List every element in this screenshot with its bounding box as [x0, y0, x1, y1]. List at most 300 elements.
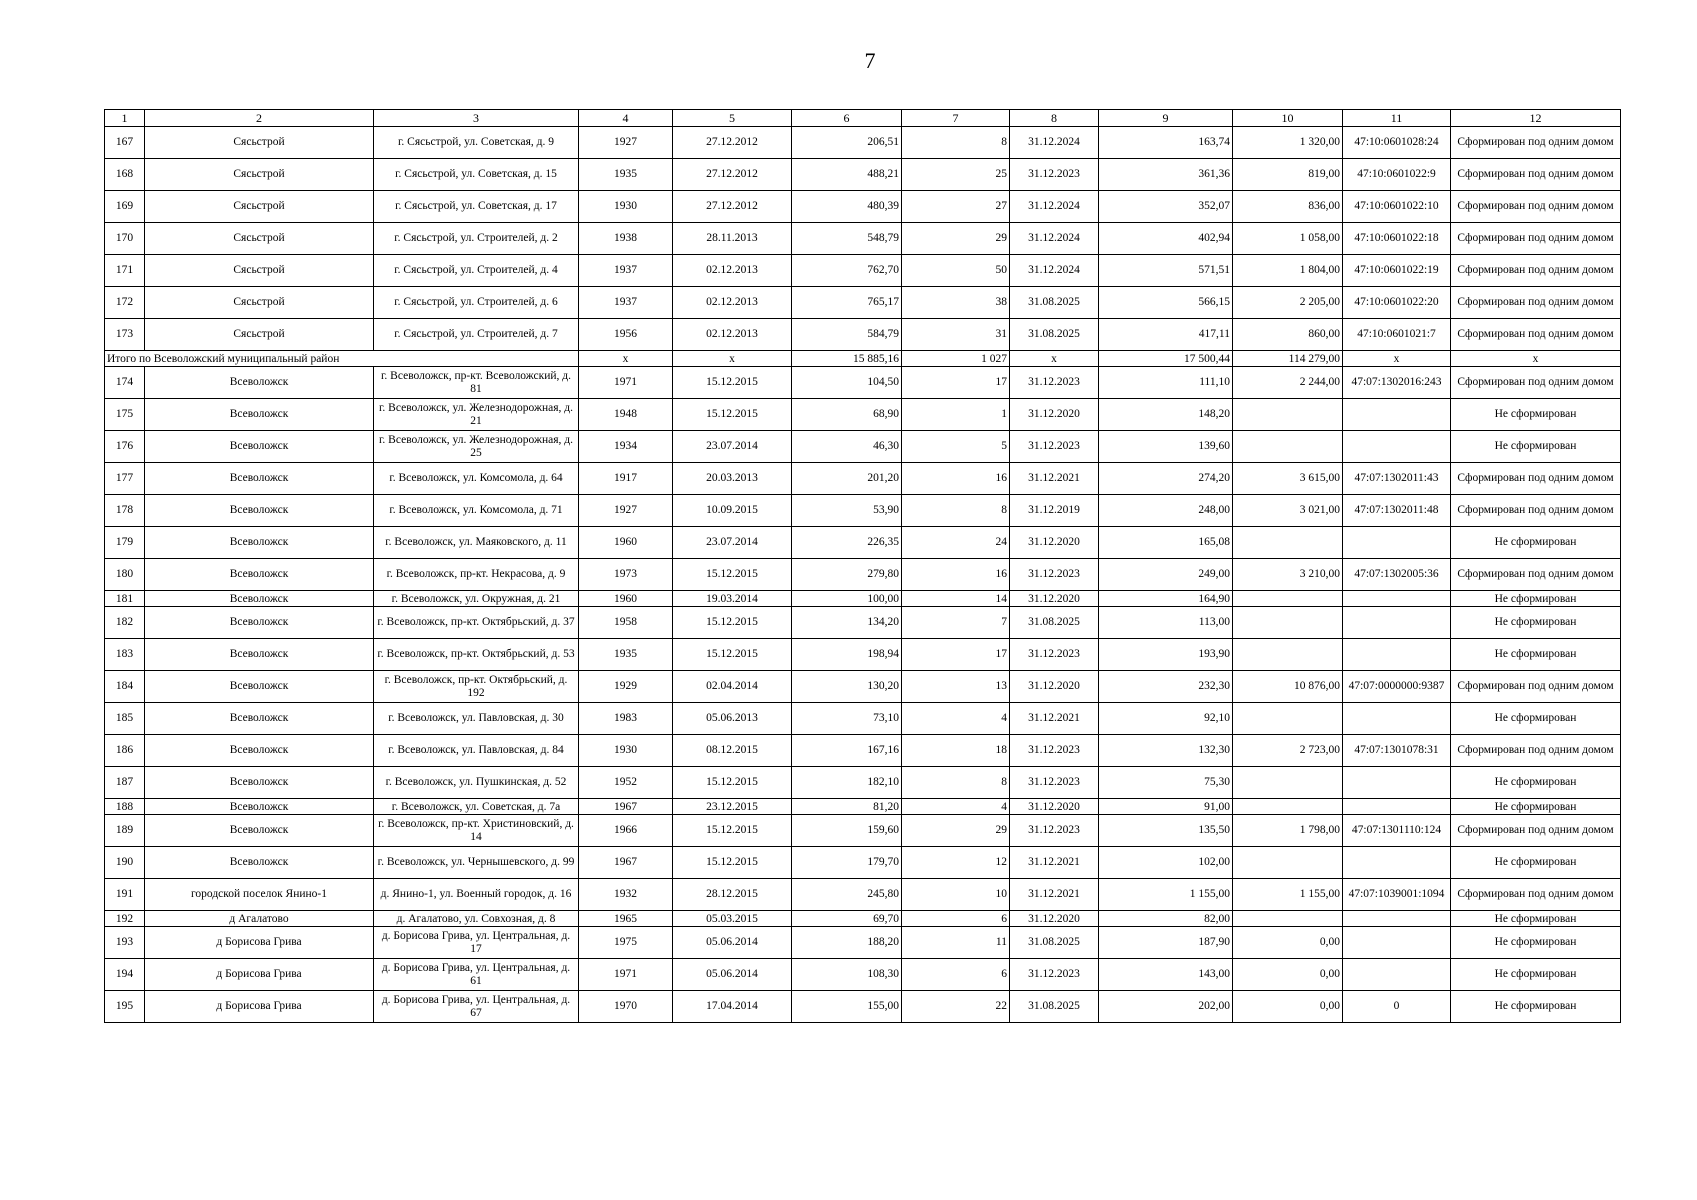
year-cell: 1935 [579, 639, 673, 671]
address-cell: г. Всеволожск, ул. Окружная, д. 21 [374, 591, 579, 607]
area2-cell: 143,00 [1099, 959, 1233, 991]
residents-cell: 29 [902, 223, 1010, 255]
residents-cell: 8 [902, 495, 1010, 527]
date-cell: 23.07.2014 [673, 431, 792, 463]
status-cell: Сформирован под одним домом [1451, 319, 1621, 351]
status-cell: Не сформирован [1451, 431, 1621, 463]
row-number: 181 [105, 591, 145, 607]
total-area: 15 885,16 [792, 351, 902, 367]
land-area-cell: 860,00 [1233, 319, 1343, 351]
deadline-cell: 31.08.2025 [1010, 927, 1099, 959]
residents-cell: 38 [902, 287, 1010, 319]
settlement-cell: д Борисова Грива [145, 927, 374, 959]
table-row [105, 399, 1621, 431]
year-cell: 1967 [579, 847, 673, 879]
settlement-cell: д Агалатово [145, 911, 374, 927]
address-cell: г. Сясьстрой, ул. Строителей, д. 6 [374, 287, 579, 319]
area-cell: 130,20 [792, 671, 902, 703]
area2-cell: 193,90 [1099, 639, 1233, 671]
status-cell: Не сформирован [1451, 527, 1621, 559]
residents-cell: 29 [902, 815, 1010, 847]
table-row [105, 127, 1621, 159]
cadastral-number-cell [1343, 527, 1451, 559]
deadline-cell: 31.12.2024 [1010, 255, 1099, 287]
settlement-cell: Сясьстрой [145, 191, 374, 223]
area2-cell: 1 155,00 [1099, 879, 1233, 911]
area-cell: 53,90 [792, 495, 902, 527]
area2-cell: 139,60 [1099, 431, 1233, 463]
table-body-sясьстрой [105, 127, 1621, 351]
land-area-cell: 3 210,00 [1233, 559, 1343, 591]
year-cell: 1975 [579, 927, 673, 959]
cadastral-number-cell: 47:10:0601022:20 [1343, 287, 1451, 319]
year-cell: 1932 [579, 879, 673, 911]
land-area-cell [1233, 527, 1343, 559]
year-cell: 1960 [579, 591, 673, 607]
date-cell: 02.04.2014 [673, 671, 792, 703]
address-cell: г. Всеволожск, ул. Павловская, д. 84 [374, 735, 579, 767]
deadline-cell: 31.12.2021 [1010, 703, 1099, 735]
area2-cell: 135,50 [1099, 815, 1233, 847]
land-area-cell: 1 798,00 [1233, 815, 1343, 847]
deadline-cell: 31.12.2021 [1010, 879, 1099, 911]
date-cell: 10.09.2015 [673, 495, 792, 527]
status-cell: Не сформирован [1451, 639, 1621, 671]
residents-cell: 50 [902, 255, 1010, 287]
area2-cell: 163,74 [1099, 127, 1233, 159]
address-cell: г. Сясьстрой, ул. Советская, д. 9 [374, 127, 579, 159]
row-number: 176 [105, 431, 145, 463]
status-cell: Не сформирован [1451, 399, 1621, 431]
residents-cell: 31 [902, 319, 1010, 351]
status-cell: Не сформирован [1451, 911, 1621, 927]
settlement-cell: Всеволожск [145, 815, 374, 847]
area-cell: 155,00 [792, 991, 902, 1023]
column-header: 1 [105, 110, 145, 127]
status-cell: Не сформирован [1451, 591, 1621, 607]
row-number: 183 [105, 639, 145, 671]
year-cell: 1937 [579, 287, 673, 319]
residents-cell: 22 [902, 991, 1010, 1023]
land-area-cell: 0,00 [1233, 959, 1343, 991]
residents-cell: 27 [902, 191, 1010, 223]
area2-cell: 361,36 [1099, 159, 1233, 191]
deadline-cell: 31.12.2020 [1010, 399, 1099, 431]
address-cell: г. Всеволожск, пр-кт. Всеволожский, д. 81 [374, 367, 579, 399]
date-cell: 19.03.2014 [673, 591, 792, 607]
date-cell: 27.12.2012 [673, 191, 792, 223]
date-cell: 15.12.2015 [673, 559, 792, 591]
date-cell: 05.06.2013 [673, 703, 792, 735]
settlement-cell: д Борисова Грива [145, 991, 374, 1023]
settlement-cell: Всеволожск [145, 671, 374, 703]
residents-cell: 25 [902, 159, 1010, 191]
column-header: 6 [792, 110, 902, 127]
residents-cell: 24 [902, 527, 1010, 559]
address-cell: г. Всеволожск, пр-кт. Октябрьский, д. 53 [374, 639, 579, 671]
row-number: 194 [105, 959, 145, 991]
year-cell: 1952 [579, 767, 673, 799]
date-cell: 05.03.2015 [673, 911, 792, 927]
address-cell: г. Всеволожск, ул. Комсомола, д. 71 [374, 495, 579, 527]
deadline-cell: 31.12.2023 [1010, 735, 1099, 767]
address-cell: г. Всеволожск, ул. Железнодорожная, д. 21 [374, 399, 579, 431]
settlement-cell: Всеволожск [145, 767, 374, 799]
land-area-cell: 2 244,00 [1233, 367, 1343, 399]
settlement-cell: Всеволожск [145, 527, 374, 559]
total-cadastral: x [1343, 351, 1451, 367]
address-cell: г. Сясьстрой, ул. Советская, д. 15 [374, 159, 579, 191]
row-number: 178 [105, 495, 145, 527]
area2-cell: 164,90 [1099, 591, 1233, 607]
status-cell: Сформирован под одним домом [1451, 735, 1621, 767]
status-cell: Не сформирован [1451, 703, 1621, 735]
land-area-cell [1233, 767, 1343, 799]
year-cell: 1971 [579, 959, 673, 991]
land-area-cell: 1 058,00 [1233, 223, 1343, 255]
date-cell: 15.12.2015 [673, 847, 792, 879]
area2-cell: 571,51 [1099, 255, 1233, 287]
land-area-cell: 3 615,00 [1233, 463, 1343, 495]
status-cell: Не сформирован [1451, 767, 1621, 799]
table-row [105, 191, 1621, 223]
area2-cell: 566,15 [1099, 287, 1233, 319]
deadline-cell: 31.12.2023 [1010, 767, 1099, 799]
area2-cell: 111,10 [1099, 367, 1233, 399]
date-cell: 08.12.2015 [673, 735, 792, 767]
land-area-cell: 1 320,00 [1233, 127, 1343, 159]
residents-cell: 4 [902, 703, 1010, 735]
status-cell: Сформирован под одним домом [1451, 367, 1621, 399]
table-row [105, 591, 1621, 607]
area-cell: 68,90 [792, 399, 902, 431]
row-number: 167 [105, 127, 145, 159]
table-row [105, 671, 1621, 703]
year-cell: 1971 [579, 367, 673, 399]
table-header [105, 110, 1621, 127]
residents-cell: 6 [902, 959, 1010, 991]
total-section [105, 351, 1621, 367]
deadline-cell: 31.12.2023 [1010, 639, 1099, 671]
year-cell: 1970 [579, 991, 673, 1023]
year-cell: 1935 [579, 159, 673, 191]
settlement-cell: городской поселок Янино-1 [145, 879, 374, 911]
residents-cell: 5 [902, 431, 1010, 463]
date-cell: 15.12.2015 [673, 607, 792, 639]
settlement-cell: Всеволожск [145, 463, 374, 495]
deadline-cell: 31.12.2021 [1010, 847, 1099, 879]
residents-cell: 1 [902, 399, 1010, 431]
row-number: 195 [105, 991, 145, 1023]
date-cell: 15.12.2015 [673, 399, 792, 431]
status-cell: Не сформирован [1451, 847, 1621, 879]
settlement-cell: Всеволожск [145, 367, 374, 399]
table-row [105, 703, 1621, 735]
address-cell: д. Борисова Грива, ул. Центральная, д. 67 [374, 991, 579, 1023]
area-cell: 279,80 [792, 559, 902, 591]
address-cell: г. Всеволожск, пр-кт. Некрасова, д. 9 [374, 559, 579, 591]
residents-cell: 8 [902, 127, 1010, 159]
settlement-cell: Сясьстрой [145, 255, 374, 287]
land-area-cell [1233, 847, 1343, 879]
column-header: 7 [902, 110, 1010, 127]
row-number: 189 [105, 815, 145, 847]
row-number: 185 [105, 703, 145, 735]
date-cell: 23.12.2015 [673, 799, 792, 815]
housing-registry-table [104, 109, 1621, 1023]
area2-cell: 91,00 [1099, 799, 1233, 815]
settlement-cell: Сясьстрой [145, 159, 374, 191]
status-cell: Сформирован под одним домом [1451, 879, 1621, 911]
deadline-cell: 31.12.2023 [1010, 367, 1099, 399]
address-cell: г. Всеволожск, ул. Железнодорожная, д. 25 [374, 431, 579, 463]
cadastral-number-cell: 47:07:1301110:124 [1343, 815, 1451, 847]
table-row [105, 959, 1621, 991]
table-row [105, 735, 1621, 767]
total-status: x [1451, 351, 1621, 367]
deadline-cell: 31.12.2023 [1010, 559, 1099, 591]
row-number: 188 [105, 799, 145, 815]
date-cell: 17.04.2014 [673, 991, 792, 1023]
row-number: 174 [105, 367, 145, 399]
area2-cell: 352,07 [1099, 191, 1233, 223]
table-row [105, 431, 1621, 463]
area2-cell: 102,00 [1099, 847, 1233, 879]
settlement-cell: Сясьстрой [145, 127, 374, 159]
area2-cell: 202,00 [1099, 991, 1233, 1023]
area-cell: 584,79 [792, 319, 902, 351]
land-area-cell: 1 804,00 [1233, 255, 1343, 287]
year-cell: 1929 [579, 671, 673, 703]
land-area-cell: 819,00 [1233, 159, 1343, 191]
cadastral-number-cell [1343, 399, 1451, 431]
status-cell: Не сформирован [1451, 607, 1621, 639]
land-area-cell: 3 021,00 [1233, 495, 1343, 527]
settlement-cell: Всеволожск [145, 703, 374, 735]
cadastral-number-cell: 47:10:0601022:19 [1343, 255, 1451, 287]
year-cell: 1983 [579, 703, 673, 735]
cadastral-number-cell: 47:07:0000000:9387 [1343, 671, 1451, 703]
land-area-cell [1233, 591, 1343, 607]
date-cell: 15.12.2015 [673, 767, 792, 799]
settlement-cell: Сясьстрой [145, 223, 374, 255]
table-row [105, 847, 1621, 879]
row-number: 193 [105, 927, 145, 959]
row-number: 173 [105, 319, 145, 351]
settlement-cell: Всеволожск [145, 639, 374, 671]
deadline-cell: 31.12.2024 [1010, 191, 1099, 223]
table-row [105, 255, 1621, 287]
cadastral-number-cell [1343, 591, 1451, 607]
settlement-cell: Всеволожск [145, 847, 374, 879]
cadastral-number-cell [1343, 847, 1451, 879]
table-row [105, 319, 1621, 351]
residents-cell: 18 [902, 735, 1010, 767]
cadastral-number-cell: 47:07:1302005:36 [1343, 559, 1451, 591]
cadastral-number-cell: 0 [1343, 991, 1451, 1023]
table-row [105, 927, 1621, 959]
address-cell: г. Всеволожск, пр-кт. Христиновский, д. 14 [374, 815, 579, 847]
area2-cell: 113,00 [1099, 607, 1233, 639]
cadastral-number-cell [1343, 431, 1451, 463]
column-header: 11 [1343, 110, 1451, 127]
land-area-cell [1233, 607, 1343, 639]
total-residents: 1 027 [902, 351, 1010, 367]
area-cell: 159,60 [792, 815, 902, 847]
residents-cell: 7 [902, 607, 1010, 639]
address-cell: г. Всеволожск, ул. Пушкинская, д. 52 [374, 767, 579, 799]
total-row [105, 351, 1621, 367]
status-cell: Сформирован под одним домом [1451, 287, 1621, 319]
area-cell: 198,94 [792, 639, 902, 671]
settlement-cell: Всеволожск [145, 591, 374, 607]
residents-cell: 14 [902, 591, 1010, 607]
table-row [105, 911, 1621, 927]
status-cell: Не сформирован [1451, 959, 1621, 991]
deadline-cell: 31.12.2021 [1010, 463, 1099, 495]
total-year: x [579, 351, 673, 367]
cadastral-number-cell [1343, 767, 1451, 799]
row-number: 192 [105, 911, 145, 927]
table-row [105, 287, 1621, 319]
deadline-cell: 31.12.2024 [1010, 223, 1099, 255]
status-cell: Не сформирован [1451, 991, 1621, 1023]
column-header: 10 [1233, 110, 1343, 127]
land-area-cell [1233, 431, 1343, 463]
column-header: 9 [1099, 110, 1233, 127]
status-cell: Сформирован под одним домом [1451, 223, 1621, 255]
table-row [105, 559, 1621, 591]
status-cell: Сформирован под одним домом [1451, 671, 1621, 703]
settlement-cell: Всеволожск [145, 399, 374, 431]
area2-cell: 274,20 [1099, 463, 1233, 495]
year-cell: 1927 [579, 495, 673, 527]
deadline-cell: 31.08.2025 [1010, 607, 1099, 639]
settlement-cell: Всеволожск [145, 735, 374, 767]
cadastral-number-cell [1343, 639, 1451, 671]
table-row [105, 495, 1621, 527]
year-cell: 1956 [579, 319, 673, 351]
cadastral-number-cell [1343, 927, 1451, 959]
cadastral-number-cell: 47:10:0601022:9 [1343, 159, 1451, 191]
area-cell: 548,79 [792, 223, 902, 255]
cadastral-number-cell: 47:07:1302011:43 [1343, 463, 1451, 495]
deadline-cell: 31.08.2025 [1010, 319, 1099, 351]
deadline-cell: 31.08.2025 [1010, 991, 1099, 1023]
status-cell: Сформирован под одним домом [1451, 815, 1621, 847]
year-cell: 1934 [579, 431, 673, 463]
address-cell: г. Сясьстрой, ул. Советская, д. 17 [374, 191, 579, 223]
deadline-cell: 31.12.2020 [1010, 911, 1099, 927]
column-header: 4 [579, 110, 673, 127]
area-cell: 134,20 [792, 607, 902, 639]
row-number: 190 [105, 847, 145, 879]
land-area-cell: 0,00 [1233, 991, 1343, 1023]
year-cell: 1965 [579, 911, 673, 927]
area-cell: 46,30 [792, 431, 902, 463]
settlement-cell: д Борисова Грива [145, 959, 374, 991]
date-cell: 02.12.2013 [673, 319, 792, 351]
area2-cell: 75,30 [1099, 767, 1233, 799]
residents-cell: 4 [902, 799, 1010, 815]
row-number: 179 [105, 527, 145, 559]
settlement-cell: Всеволожск [145, 799, 374, 815]
cadastral-number-cell: 47:07:1302016:243 [1343, 367, 1451, 399]
status-cell: Не сформирован [1451, 927, 1621, 959]
status-cell: Сформирован под одним домом [1451, 159, 1621, 191]
area2-cell: 132,30 [1099, 735, 1233, 767]
land-area-cell: 1 155,00 [1233, 879, 1343, 911]
table-body-vsevolozhsk [105, 367, 1621, 1023]
table-row [105, 767, 1621, 799]
table-row [105, 367, 1621, 399]
area2-cell: 82,00 [1099, 911, 1233, 927]
deadline-cell: 31.12.2020 [1010, 799, 1099, 815]
column-header: 3 [374, 110, 579, 127]
row-number: 177 [105, 463, 145, 495]
area2-cell: 248,00 [1099, 495, 1233, 527]
table-row [105, 159, 1621, 191]
deadline-cell: 31.12.2023 [1010, 815, 1099, 847]
land-area-cell [1233, 703, 1343, 735]
deadline-cell: 31.12.2024 [1010, 127, 1099, 159]
area2-cell: 232,30 [1099, 671, 1233, 703]
area2-cell: 402,94 [1099, 223, 1233, 255]
year-cell: 1917 [579, 463, 673, 495]
settlement-cell: Всеволожск [145, 495, 374, 527]
year-cell: 1960 [579, 527, 673, 559]
year-cell: 1966 [579, 815, 673, 847]
date-cell: 28.11.2013 [673, 223, 792, 255]
column-header: 2 [145, 110, 374, 127]
row-number: 186 [105, 735, 145, 767]
address-cell: г. Сясьстрой, ул. Строителей, д. 7 [374, 319, 579, 351]
area-cell: 81,20 [792, 799, 902, 815]
settlement-cell: Всеволожск [145, 431, 374, 463]
settlement-cell: Всеволожск [145, 607, 374, 639]
area-cell: 480,39 [792, 191, 902, 223]
deadline-cell: 31.12.2023 [1010, 431, 1099, 463]
date-cell: 05.06.2014 [673, 959, 792, 991]
land-area-cell: 836,00 [1233, 191, 1343, 223]
year-cell: 1948 [579, 399, 673, 431]
area-cell: 488,21 [792, 159, 902, 191]
cadastral-number-cell: 47:10:0601022:10 [1343, 191, 1451, 223]
total-deadline: x [1010, 351, 1099, 367]
residents-cell: 16 [902, 559, 1010, 591]
status-cell: Сформирован под одним домом [1451, 127, 1621, 159]
area-cell: 762,70 [792, 255, 902, 287]
table-row [105, 879, 1621, 911]
area-cell: 104,50 [792, 367, 902, 399]
total-land: 114 279,00 [1233, 351, 1343, 367]
status-cell: Сформирован под одним домом [1451, 495, 1621, 527]
land-area-cell: 2 205,00 [1233, 287, 1343, 319]
address-cell: г. Сясьстрой, ул. Строителей, д. 4 [374, 255, 579, 287]
date-cell: 02.12.2013 [673, 287, 792, 319]
table-row [105, 991, 1621, 1023]
residents-cell: 13 [902, 671, 1010, 703]
land-area-cell: 2 723,00 [1233, 735, 1343, 767]
status-cell: Сформирован под одним домом [1451, 559, 1621, 591]
address-cell: г. Всеволожск, пр-кт. Октябрьский, д. 37 [374, 607, 579, 639]
page-number: 7 [864, 48, 876, 73]
cadastral-number-cell [1343, 607, 1451, 639]
total-label: Итого по Всеволожский муниципальный район [105, 351, 579, 367]
area-cell: 245,80 [792, 879, 902, 911]
table-row [105, 815, 1621, 847]
deadline-cell: 31.12.2023 [1010, 159, 1099, 191]
